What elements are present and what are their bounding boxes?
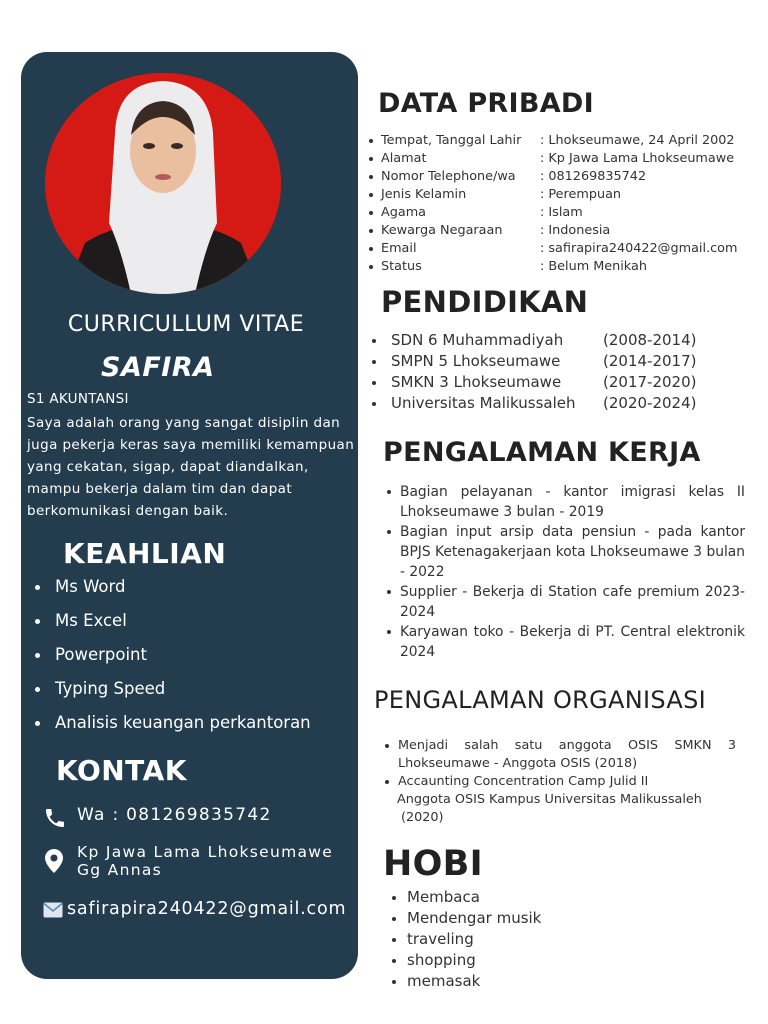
- personal-value: : Lhokseumawe, 24 April 2002: [540, 133, 735, 148]
- personal-value: : safirapira240422@gmail.com: [540, 241, 738, 256]
- personal-value: : Kp Jawa Lama Lhokseumawe: [540, 151, 735, 166]
- education-heading: PENDIDIKAN: [381, 285, 589, 319]
- personal-value: : Perempuan: [540, 187, 622, 202]
- work-item: Supplier - Bekerja di Station cafe premium 2023-2024: [386, 582, 745, 622]
- organization-line: Anggota OSIS Kampus Universitas Malikussaleh: [397, 792, 702, 807]
- contact-email: safirapira240422@gmail.com: [67, 899, 347, 919]
- mail-icon: [43, 902, 63, 918]
- school-years: (2017-2020): [603, 373, 697, 391]
- contact-phone: Wa : 081269835742: [77, 805, 272, 825]
- school-years: (2008-2014): [603, 331, 697, 349]
- phone-icon: [43, 806, 67, 830]
- personal-label: Kewarga Negaraan: [381, 223, 503, 238]
- organization-list: [384, 737, 736, 827]
- personal-value: : Belum Menikah: [540, 259, 647, 274]
- location-pin-icon: [43, 848, 65, 874]
- profile-summary: Saya adalah orang yang sangat disiplin dan juga pekerja keras saya memiliki kemampuan yang cekatan, sigap, dapat diandalkan, mampu bekerja dalam tim dan dapat berkomunikasi dengan baik.: [27, 415, 355, 519]
- hobbies-list: [391, 887, 541, 992]
- work-item: Bagian input arsip data pensiun - pada kantor BPJS Ketenagakerjaan kota Lhokseumawe 3 bulan - 2022: [386, 522, 745, 582]
- school-name: SMPN 5 Lhokseumawe: [391, 352, 561, 370]
- organization-item: Menjadi salah satu anggota OSIS SMKN 3 Lhokseumawe - Anggota OSIS (2018): [384, 737, 736, 773]
- hobbies-heading: HOBI: [383, 844, 483, 884]
- skill-item: Analisis keuangan perkantoran: [33, 712, 311, 746]
- skills-heading: KEAHLIAN: [63, 537, 227, 570]
- organization-line: Accaunting Concentration Camp Julid II: [398, 774, 649, 789]
- work-item: Bagian pelayanan - kantor imigrasi kelas II Lhokseumawe 3 bulan - 2019: [386, 482, 745, 522]
- candidate-name: SAFIRA: [101, 352, 215, 383]
- personal-label: Nomor Telephone/wa: [381, 169, 516, 184]
- organization-heading: PENGALAMAN ORGANISASI: [374, 686, 706, 714]
- hobby-item: memasak: [391, 971, 541, 992]
- personal-value: : Indonesia: [540, 223, 611, 238]
- personal-label: Status: [381, 259, 422, 274]
- personal-label: Email: [381, 241, 417, 256]
- skill-item: Ms Word: [33, 576, 311, 610]
- personal-label: Alamat: [381, 151, 427, 166]
- school-name: Universitas Malikussaleh: [391, 394, 576, 412]
- cv-title: CURRICULLUM VITAE: [67, 312, 305, 337]
- hobby-item: Membaca: [391, 887, 541, 908]
- school-years: (2014-2017): [603, 352, 697, 370]
- personal-label: Tempat, Tanggal Lahir: [381, 133, 522, 148]
- skill-item: Typing Speed: [33, 678, 311, 712]
- personal-label: Jenis Kelamin: [381, 187, 467, 202]
- address-line: Gg Annas: [77, 861, 163, 879]
- organization-line: (2020): [401, 810, 444, 825]
- work-item: Karyawan toko - Bekerja di PT. Central elektronik 2024: [386, 622, 745, 662]
- skill-item: Powerpoint: [33, 644, 311, 678]
- personal-value: : 081269835742: [540, 169, 647, 184]
- hobby-item: traveling: [391, 929, 541, 950]
- personal-label: Agama: [381, 205, 427, 220]
- address-line: Kp Jawa Lama Lhokseumawe: [77, 843, 334, 861]
- hobby-item: shopping: [391, 950, 541, 971]
- personal-data-heading: DATA PRIBADI: [378, 88, 594, 119]
- contact-heading: KONTAK: [56, 754, 187, 787]
- hobby-item: Mendengar musik: [391, 908, 541, 929]
- profile-photo: [45, 73, 281, 294]
- contact-address: [77, 843, 333, 879]
- school-name: SMKN 3 Lhokseumawe: [391, 373, 562, 391]
- organization-item: [384, 773, 736, 827]
- degree: S1 AKUNTANSI: [27, 391, 129, 407]
- work-experience-heading: PENGALAMAN KERJA: [383, 437, 701, 468]
- school-years: (2020-2024): [603, 394, 697, 412]
- school-name: SDN 6 Muhammadiyah: [391, 331, 564, 349]
- work-experience-list: [386, 482, 745, 662]
- personal-value: : Islam: [540, 205, 583, 220]
- skill-item: Ms Excel: [33, 610, 311, 644]
- skills-list: [33, 576, 311, 746]
